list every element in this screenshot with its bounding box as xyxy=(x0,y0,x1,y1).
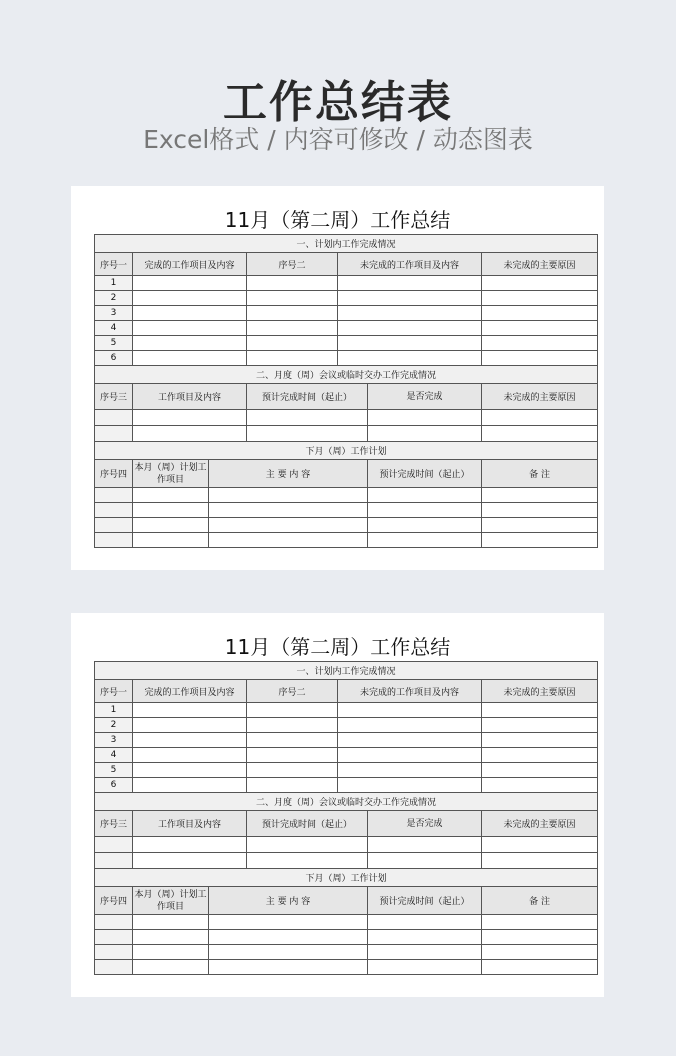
table-header-row xyxy=(95,460,598,488)
table-cell[interactable] xyxy=(338,733,482,748)
table-header-row xyxy=(95,253,598,276)
table-header-row xyxy=(95,811,598,837)
table-cell[interactable] xyxy=(338,321,482,336)
column-header: 序号二 xyxy=(247,253,338,276)
section-header xyxy=(95,662,598,680)
summary-table xyxy=(94,661,598,975)
row-number: 3 xyxy=(95,733,133,748)
table-cell[interactable] xyxy=(133,321,247,336)
table-row xyxy=(95,291,598,306)
row-number: 6 xyxy=(95,778,133,793)
column-header: 本月（周）计划工作项目 xyxy=(133,887,209,915)
table-cell[interactable] xyxy=(368,853,482,869)
table-cell[interactable] xyxy=(368,503,482,518)
table-row xyxy=(95,518,598,533)
table-cell[interactable] xyxy=(133,351,247,366)
table-row xyxy=(95,915,598,930)
table-row xyxy=(95,351,598,366)
column-header: 序号三 xyxy=(95,811,133,837)
table-cell[interactable] xyxy=(247,291,338,306)
table-cell[interactable] xyxy=(247,306,338,321)
table-cell[interactable] xyxy=(133,488,209,503)
table-cell[interactable] xyxy=(95,960,133,975)
table-cell[interactable] xyxy=(247,426,368,442)
table-cell[interactable] xyxy=(338,718,482,733)
table-cell[interactable] xyxy=(338,763,482,778)
column-header: 序号四 xyxy=(95,887,133,915)
row-number: 2 xyxy=(95,718,133,733)
table-cell[interactable] xyxy=(482,945,598,960)
page-subtitle: Excel格式 / 内容可修改 / 动态图表 xyxy=(143,125,533,154)
sheet-title: 11月（第二周）工作总结 xyxy=(224,635,451,659)
table-row xyxy=(95,945,598,960)
section3-title: 下月（周）工作计划 xyxy=(95,869,598,887)
table-row xyxy=(95,718,598,733)
table-row xyxy=(95,533,598,548)
table-cell[interactable] xyxy=(209,533,368,548)
section1-title: 一、计划内工作完成情况 xyxy=(95,235,598,253)
column-header: 预计完成时间（起止） xyxy=(368,887,482,915)
table-cell[interactable] xyxy=(133,336,247,351)
section-header xyxy=(95,366,598,384)
table-cell[interactable] xyxy=(247,853,368,869)
table-cell[interactable] xyxy=(95,853,133,869)
column-header: 未完成的主要原因 xyxy=(482,384,598,410)
worksheet-preview xyxy=(71,186,604,570)
table-cell[interactable] xyxy=(368,533,482,548)
table-cell[interactable] xyxy=(95,410,133,426)
table-cell[interactable] xyxy=(368,915,482,930)
table-row xyxy=(95,733,598,748)
section-header xyxy=(95,442,598,460)
table-cell[interactable] xyxy=(247,733,338,748)
table-row xyxy=(95,306,598,321)
table-cell[interactable] xyxy=(95,426,133,442)
column-header: 预计完成时间（起止） xyxy=(368,460,482,488)
column-header: 是否完成 xyxy=(368,811,482,837)
table-cell[interactable] xyxy=(368,426,482,442)
table-cell[interactable] xyxy=(95,837,133,853)
table-row xyxy=(95,426,598,442)
table-cell[interactable] xyxy=(95,930,133,945)
table-cell[interactable] xyxy=(482,837,598,853)
row-number: 4 xyxy=(95,321,133,336)
table-cell[interactable] xyxy=(133,748,247,763)
table-cell[interactable] xyxy=(368,960,482,975)
table-cell[interactable] xyxy=(209,960,368,975)
table-cell[interactable] xyxy=(209,488,368,503)
table-header-row xyxy=(95,680,598,703)
column-header: 未完成的工作项目及内容 xyxy=(338,680,482,703)
table-row xyxy=(95,276,598,291)
column-header: 主 要 内 容 xyxy=(209,460,368,488)
row-number: 3 xyxy=(95,306,133,321)
row-number: 5 xyxy=(95,336,133,351)
table-row xyxy=(95,503,598,518)
column-header: 预计完成时间（起止） xyxy=(247,384,368,410)
table-cell[interactable] xyxy=(482,718,598,733)
summary-table xyxy=(94,234,598,548)
table-row xyxy=(95,703,598,718)
row-number: 4 xyxy=(95,748,133,763)
column-header: 未完成的主要原因 xyxy=(482,680,598,703)
table-cell[interactable] xyxy=(133,853,247,869)
table-cell[interactable] xyxy=(133,276,247,291)
table-row xyxy=(95,853,598,869)
table-cell[interactable] xyxy=(482,763,598,778)
column-header: 序号四 xyxy=(95,460,133,488)
table-cell[interactable] xyxy=(247,778,338,793)
row-number: 1 xyxy=(95,276,133,291)
table-row xyxy=(95,321,598,336)
table-cell[interactable] xyxy=(209,518,368,533)
table-cell[interactable] xyxy=(368,410,482,426)
table-cell[interactable] xyxy=(133,763,247,778)
table-cell[interactable] xyxy=(482,306,598,321)
table-cell[interactable] xyxy=(209,945,368,960)
table-cell[interactable] xyxy=(95,945,133,960)
table-cell[interactable] xyxy=(368,518,482,533)
table-cell[interactable] xyxy=(482,291,598,306)
table-cell[interactable] xyxy=(247,410,368,426)
table-cell[interactable] xyxy=(247,837,368,853)
table-cell[interactable] xyxy=(482,488,598,503)
table-cell[interactable] xyxy=(133,930,209,945)
table-cell[interactable] xyxy=(133,410,247,426)
column-header: 是否完成 xyxy=(368,384,482,410)
table-row xyxy=(95,336,598,351)
table-cell[interactable] xyxy=(95,518,133,533)
section-header xyxy=(95,235,598,253)
table-cell[interactable] xyxy=(95,533,133,548)
table-cell[interactable] xyxy=(482,853,598,869)
table-cell[interactable] xyxy=(95,488,133,503)
table-cell[interactable] xyxy=(482,321,598,336)
table-cell[interactable] xyxy=(338,748,482,763)
table-cell[interactable] xyxy=(133,503,209,518)
column-header: 序号一 xyxy=(95,680,133,703)
table-cell[interactable] xyxy=(338,336,482,351)
row-number: 6 xyxy=(95,351,133,366)
worksheet-preview xyxy=(71,613,604,997)
column-header: 备 注 xyxy=(482,887,598,915)
section1-title: 一、计划内工作完成情况 xyxy=(95,662,598,680)
column-header: 完成的工作项目及内容 xyxy=(133,680,247,703)
column-header: 主 要 内 容 xyxy=(209,887,368,915)
section3-title: 下月（周）工作计划 xyxy=(95,442,598,460)
column-header: 工作项目及内容 xyxy=(133,811,247,837)
sheet-title: 11月（第二周）工作总结 xyxy=(224,208,451,232)
table-cell[interactable] xyxy=(133,945,209,960)
column-header: 完成的工作项目及内容 xyxy=(133,253,247,276)
table-cell[interactable] xyxy=(482,518,598,533)
table-row xyxy=(95,837,598,853)
table-cell[interactable] xyxy=(482,915,598,930)
table-cell[interactable] xyxy=(482,960,598,975)
table-cell[interactable] xyxy=(247,336,338,351)
table-cell[interactable] xyxy=(482,351,598,366)
table-cell[interactable] xyxy=(247,351,338,366)
table-cell[interactable] xyxy=(482,748,598,763)
table-cell[interactable] xyxy=(338,306,482,321)
column-header: 未完成的工作项目及内容 xyxy=(338,253,482,276)
table-cell[interactable] xyxy=(247,763,338,778)
column-header: 本月（周）计划工作项目 xyxy=(133,460,209,488)
table-cell[interactable] xyxy=(247,276,338,291)
table-cell[interactable] xyxy=(338,276,482,291)
column-header: 工作项目及内容 xyxy=(133,384,247,410)
table-row xyxy=(95,410,598,426)
row-number: 2 xyxy=(95,291,133,306)
table-header-row xyxy=(95,887,598,915)
table-cell[interactable] xyxy=(338,291,482,306)
section-header xyxy=(95,869,598,887)
table-cell[interactable] xyxy=(368,488,482,503)
table-cell[interactable] xyxy=(133,306,247,321)
column-header: 未完成的主要原因 xyxy=(482,811,598,837)
table-cell[interactable] xyxy=(482,276,598,291)
column-header: 未完成的主要原因 xyxy=(482,253,598,276)
table-cell[interactable] xyxy=(209,915,368,930)
table-row xyxy=(95,763,598,778)
section2-title: 二、月度（周）会议或临时交办工作完成情况 xyxy=(95,793,598,811)
page-title: 工作总结表 xyxy=(223,77,453,128)
table-cell[interactable] xyxy=(482,703,598,718)
row-number: 5 xyxy=(95,763,133,778)
table-cell[interactable] xyxy=(482,733,598,748)
table-row xyxy=(95,960,598,975)
table-cell[interactable] xyxy=(482,503,598,518)
row-number: 1 xyxy=(95,703,133,718)
column-header: 序号一 xyxy=(95,253,133,276)
table-cell[interactable] xyxy=(368,837,482,853)
table-cell[interactable] xyxy=(338,351,482,366)
table-cell[interactable] xyxy=(133,778,247,793)
table-cell[interactable] xyxy=(482,336,598,351)
table-cell[interactable] xyxy=(209,503,368,518)
table-cell[interactable] xyxy=(482,778,598,793)
table-cell[interactable] xyxy=(338,703,482,718)
table-cell[interactable] xyxy=(338,778,482,793)
table-cell[interactable] xyxy=(368,930,482,945)
table-cell[interactable] xyxy=(133,703,247,718)
table-cell[interactable] xyxy=(247,703,338,718)
section2-title: 二、月度（周）会议或临时交办工作完成情况 xyxy=(95,366,598,384)
table-cell[interactable] xyxy=(133,426,247,442)
table-cell[interactable] xyxy=(482,410,598,426)
table-cell[interactable] xyxy=(482,426,598,442)
table-row xyxy=(95,748,598,763)
column-header: 备 注 xyxy=(482,460,598,488)
table-cell[interactable] xyxy=(133,533,209,548)
table-cell[interactable] xyxy=(209,930,368,945)
table-row xyxy=(95,488,598,503)
table-cell[interactable] xyxy=(247,321,338,336)
column-header: 序号三 xyxy=(95,384,133,410)
table-row xyxy=(95,778,598,793)
section-header xyxy=(95,793,598,811)
column-header: 预计完成时间（起止） xyxy=(247,811,368,837)
table-cell[interactable] xyxy=(133,837,247,853)
table-row xyxy=(95,930,598,945)
table-cell[interactable] xyxy=(133,518,209,533)
table-cell[interactable] xyxy=(95,915,133,930)
table-cell[interactable] xyxy=(133,733,247,748)
table-header-row xyxy=(95,384,598,410)
table-cell[interactable] xyxy=(247,718,338,733)
table-cell[interactable] xyxy=(247,748,338,763)
table-cell[interactable] xyxy=(133,291,247,306)
table-cell[interactable] xyxy=(482,533,598,548)
table-cell[interactable] xyxy=(368,945,482,960)
column-header: 序号二 xyxy=(247,680,338,703)
table-cell[interactable] xyxy=(133,915,209,930)
table-cell[interactable] xyxy=(482,930,598,945)
table-cell[interactable] xyxy=(95,503,133,518)
table-cell[interactable] xyxy=(133,960,209,975)
table-cell[interactable] xyxy=(133,718,247,733)
